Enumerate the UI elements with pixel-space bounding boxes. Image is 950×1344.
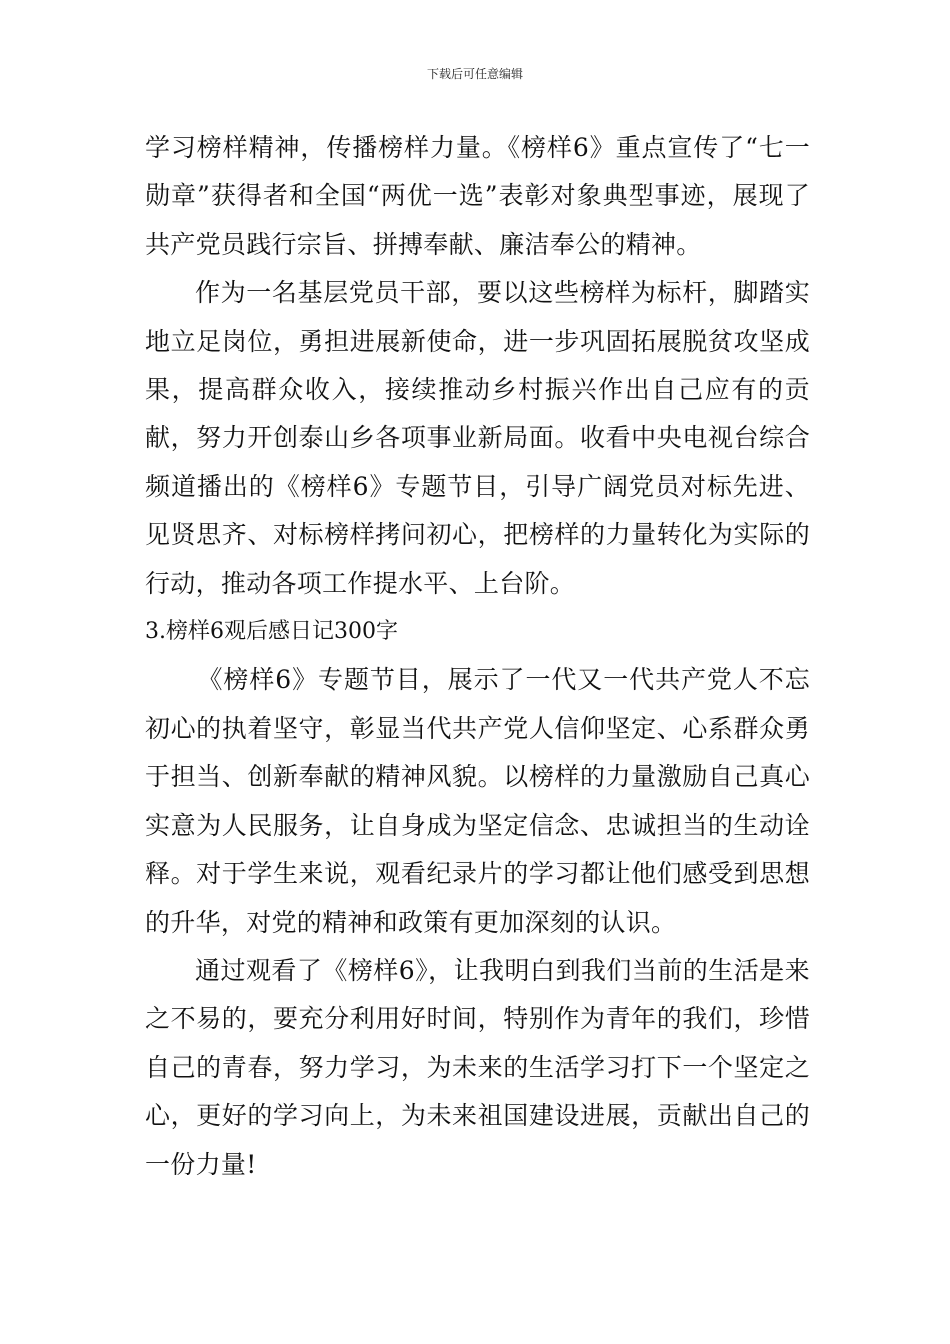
paragraph-3: 《榜样6》专题节目，展示了一代又一代共产党人不忘初心的执着坚守，彰显当代共产党人信仰坚定、心系群众勇于担当、创新奉献的精神风貌。以榜样的力量激励自己真心实意为人民服务，让自身成为坚定信念、忠诚担当的生动诠释。对于学生来说，观看纪录片的学习都让他们感受到思想的升华，对党的精神和政策有更加深刻的认识。 bbox=[145, 665, 810, 937]
document-body bbox=[145, 124, 810, 1189]
paragraph-4: 通过观看了《榜样6》，让我明白到我们当前的生活是来之不易的，要充分利用好时间，特别作为青年的我们，珍惜自己的青春，努力学习，为未来的生活学习打下一个坚定之心，更好的学习向上，为未来祖国建设进展，贡献出自己的一份力量! bbox=[145, 955, 810, 1179]
section-heading: 3.榜样6观后感日记300字 bbox=[145, 619, 398, 645]
paragraph-1: 学习榜样精神，传播榜样力量。《榜样6》重点宣传了“七一勋章”获得者和全国“两优一选”表彰对象典型事迹，展现了共产党员践行宗旨、拼搏奉献、廉洁奉公的精神。 bbox=[145, 133, 810, 259]
page-header: 下载后可任意编辑 bbox=[426, 67, 523, 81]
paragraph-2: 作为一名基层党员干部，要以这些榜样为标杆，脚踏实地立足岗位，勇担进展新使命，进一步巩固拓展脱贫攻坚成果，提高群众收入，接续推动乡村振兴作出自己应有的贡献，努力开创泰山乡各项事业新局面。收看中央电视台综合频道播出的《榜样6》专题节目，引导广阔党员对标先进、见贤思齐、对标榜样拷问初心，把榜样的力量转化为实际的行动，推动各项工作提水平、上台阶。 bbox=[145, 278, 810, 598]
